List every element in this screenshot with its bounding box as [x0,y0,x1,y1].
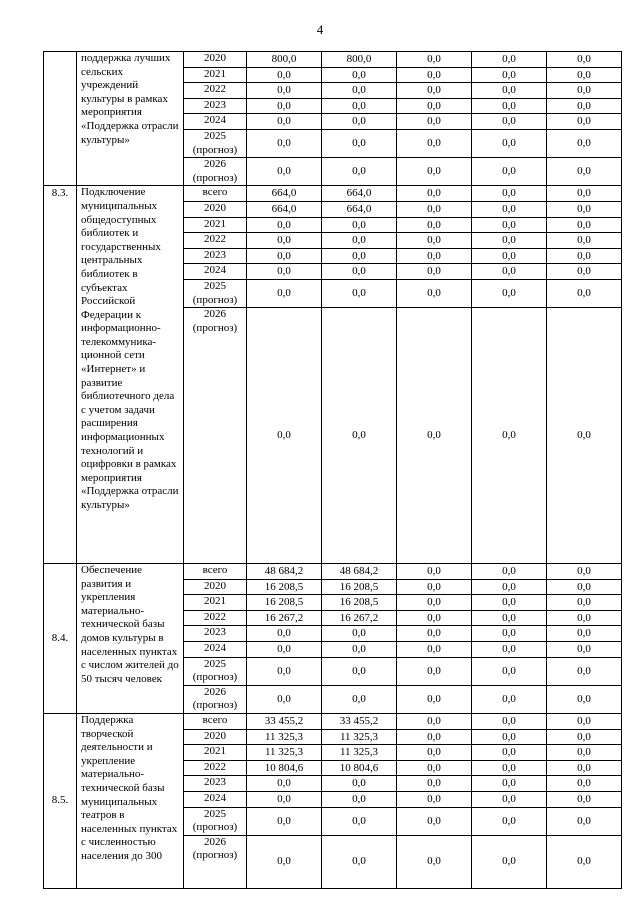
year-cell: 2023 [184,98,247,114]
value-cell: 0,0 [247,626,322,642]
value-cell: 0,0 [472,657,547,685]
value-cell: 0,0 [472,610,547,626]
value-cell: 0,0 [247,217,322,233]
value-cell: 0,0 [397,776,472,792]
value-cell: 0,0 [547,114,622,130]
value-cell: 0,0 [547,83,622,99]
table-row [44,714,622,730]
value-cell: 11 325,3 [322,729,397,745]
year-cell: 2021 [184,745,247,761]
value-cell: 0,0 [247,248,322,264]
year-cell: 2022 [184,760,247,776]
value-cell: 800,0 [322,52,397,68]
value-cell: 48 684,2 [247,564,322,580]
value-cell: 0,0 [247,776,322,792]
value-cell: 0,0 [547,308,622,564]
value-cell: 0,0 [472,626,547,642]
value-cell: 0,0 [322,657,397,685]
value-cell: 0,0 [472,685,547,713]
value-cell: 16 208,5 [322,579,397,595]
value-cell: 0,0 [397,835,472,888]
value-cell: 0,0 [472,114,547,130]
value-cell: 16 208,5 [322,595,397,611]
value-cell: 0,0 [397,233,472,249]
value-cell: 0,0 [397,52,472,68]
value-cell: 0,0 [472,217,547,233]
value-cell: 16 208,5 [247,595,322,611]
value-cell: 0,0 [547,67,622,83]
value-cell: 0,0 [547,835,622,888]
section-number [44,52,77,186]
table-row [44,564,622,580]
year-cell: 2025 (прогноз) [184,129,247,157]
year-cell: всего [184,186,247,202]
value-cell: 0,0 [472,760,547,776]
value-cell: 0,0 [472,642,547,658]
section-description: Поддержка творческой деятельности и укрепление материально-технической базы муниципальных театров в населенных пунктах с численностью населения до 300 [77,714,184,889]
value-cell: 11 325,3 [322,745,397,761]
value-cell: 11 325,3 [247,745,322,761]
value-cell: 11 325,3 [247,729,322,745]
value-cell: 0,0 [322,279,397,307]
value-cell: 0,0 [397,745,472,761]
year-cell: всего [184,564,247,580]
value-cell: 0,0 [247,792,322,808]
value-cell: 0,0 [547,98,622,114]
value-cell: 0,0 [397,83,472,99]
value-cell: 0,0 [322,835,397,888]
year-cell: 2020 [184,52,247,68]
value-cell: 0,0 [397,642,472,658]
value-cell: 0,0 [472,835,547,888]
value-cell: 0,0 [322,248,397,264]
year-cell: 2024 [184,642,247,658]
value-cell: 664,0 [322,186,397,202]
value-cell: 0,0 [247,308,322,564]
value-cell: 0,0 [397,158,472,186]
value-cell: 0,0 [247,642,322,658]
year-cell: 2024 [184,114,247,130]
value-cell: 0,0 [397,67,472,83]
value-cell: 0,0 [472,52,547,68]
year-cell: 2022 [184,233,247,249]
value-cell: 0,0 [547,233,622,249]
value-cell: 0,0 [322,67,397,83]
value-cell: 0,0 [472,201,547,217]
value-cell: 0,0 [322,308,397,564]
value-cell: 0,0 [472,807,547,835]
value-cell: 0,0 [547,579,622,595]
value-cell: 0,0 [547,564,622,580]
value-cell: 0,0 [547,792,622,808]
section-number: 8.3. [44,186,77,564]
value-cell: 0,0 [472,98,547,114]
value-cell: 0,0 [397,308,472,564]
value-cell: 0,0 [247,233,322,249]
year-cell: 2022 [184,83,247,99]
value-cell: 0,0 [397,807,472,835]
value-cell: 0,0 [472,564,547,580]
value-cell: 10 804,6 [322,760,397,776]
value-cell: 0,0 [547,685,622,713]
value-cell: 0,0 [397,657,472,685]
value-cell: 0,0 [547,626,622,642]
value-cell: 48 684,2 [322,564,397,580]
value-cell: 0,0 [397,792,472,808]
value-cell: 0,0 [247,98,322,114]
value-cell: 664,0 [247,186,322,202]
value-cell: 0,0 [397,248,472,264]
value-cell: 0,0 [397,610,472,626]
value-cell: 0,0 [397,760,472,776]
value-cell: 0,0 [547,776,622,792]
year-cell: 2025 (прогноз) [184,807,247,835]
value-cell: 0,0 [397,729,472,745]
value-cell: 0,0 [397,186,472,202]
value-cell: 0,0 [247,835,322,888]
value-cell: 0,0 [322,642,397,658]
value-cell: 0,0 [322,792,397,808]
value-cell: 0,0 [547,201,622,217]
value-cell: 0,0 [472,776,547,792]
year-cell: 2026 (прогноз) [184,308,247,564]
value-cell: 0,0 [247,129,322,157]
year-cell: 2026 (прогноз) [184,685,247,713]
value-cell: 0,0 [322,685,397,713]
value-cell: 0,0 [322,217,397,233]
year-cell: 2023 [184,248,247,264]
section-number: 8.5. [44,714,77,889]
value-cell: 0,0 [397,279,472,307]
value-cell: 0,0 [322,776,397,792]
value-cell: 0,0 [322,807,397,835]
value-cell: 0,0 [547,595,622,611]
year-cell: 2023 [184,626,247,642]
value-cell: 0,0 [247,807,322,835]
value-cell: 0,0 [397,595,472,611]
value-cell: 0,0 [472,792,547,808]
value-cell: 0,0 [472,264,547,280]
section-description: Обеспечение развития и укрепления материально-технической базы домов культуры в населенных пунктах с числом жителей до 50 тысяч человек [77,564,184,714]
value-cell: 0,0 [247,83,322,99]
value-cell: 33 455,2 [247,714,322,730]
value-cell: 0,0 [397,714,472,730]
value-cell: 0,0 [397,98,472,114]
year-cell: 2021 [184,595,247,611]
value-cell: 0,0 [472,579,547,595]
value-cell: 0,0 [397,564,472,580]
page-number: 4 [316,22,324,37]
value-cell: 0,0 [397,579,472,595]
value-cell: 0,0 [397,217,472,233]
table-row [44,52,622,68]
value-cell: 0,0 [247,279,322,307]
value-cell: 0,0 [547,760,622,776]
year-cell: 2024 [184,792,247,808]
section-description: поддержка лучших сельских учреждений культуры в рамках мероприятия «Поддержка отрасли культуры» [77,52,184,186]
value-cell: 0,0 [547,642,622,658]
value-cell: 0,0 [547,279,622,307]
table-row [44,186,622,202]
year-cell: 2025 (прогноз) [184,279,247,307]
value-cell: 16 267,2 [247,610,322,626]
value-cell: 0,0 [547,52,622,68]
value-cell: 0,0 [472,67,547,83]
section-number: 8.4. [44,564,77,714]
value-cell: 800,0 [247,52,322,68]
year-cell: 2021 [184,217,247,233]
value-cell: 0,0 [472,233,547,249]
value-cell: 0,0 [322,114,397,130]
value-cell: 0,0 [397,114,472,130]
value-cell: 0,0 [397,201,472,217]
value-cell: 0,0 [247,158,322,186]
value-cell: 0,0 [547,610,622,626]
value-cell: 0,0 [322,158,397,186]
value-cell: 16 208,5 [247,579,322,595]
value-cell: 0,0 [547,129,622,157]
value-cell: 0,0 [247,264,322,280]
value-cell: 0,0 [547,264,622,280]
value-cell: 0,0 [397,129,472,157]
value-cell: 16 267,2 [322,610,397,626]
value-cell: 0,0 [247,685,322,713]
value-cell: 0,0 [397,626,472,642]
year-cell: всего [184,714,247,730]
value-cell: 0,0 [472,129,547,157]
value-cell: 0,0 [322,98,397,114]
year-cell: 2022 [184,610,247,626]
value-cell: 0,0 [472,729,547,745]
year-cell: 2024 [184,264,247,280]
value-cell: 0,0 [472,308,547,564]
year-cell: 2020 [184,579,247,595]
value-cell: 0,0 [247,114,322,130]
value-cell: 0,0 [322,233,397,249]
value-cell: 0,0 [397,685,472,713]
year-cell: 2020 [184,201,247,217]
value-cell: 0,0 [472,745,547,761]
year-cell: 2021 [184,67,247,83]
value-cell: 33 455,2 [322,714,397,730]
value-cell: 664,0 [247,201,322,217]
year-cell: 2023 [184,776,247,792]
section-description: Подключение муниципальных общедоступных библиотек и государственных центральных библиотек в субъектах Российской Федерации к информационно-телекоммуника-ционной сети «Интернет» и развитие библиотечного дела с учетом задачи расширения информационных технологий и оцифровки в рамках мероприятия «Поддержка отрасли культуры» [77,186,184,564]
value-cell: 0,0 [322,626,397,642]
budget-table [43,51,622,889]
value-cell: 0,0 [547,248,622,264]
year-cell: 2026 (прогноз) [184,158,247,186]
value-cell: 0,0 [472,279,547,307]
value-cell: 0,0 [547,714,622,730]
year-cell: 2025 (прогноз) [184,657,247,685]
value-cell: 0,0 [472,158,547,186]
value-cell: 0,0 [322,83,397,99]
value-cell: 0,0 [547,807,622,835]
value-cell: 10 804,6 [247,760,322,776]
year-cell: 2026 (прогноз) [184,835,247,888]
value-cell: 0,0 [397,264,472,280]
value-cell: 0,0 [472,595,547,611]
value-cell: 0,0 [547,158,622,186]
value-cell: 0,0 [547,217,622,233]
value-cell: 0,0 [472,248,547,264]
value-cell: 0,0 [322,129,397,157]
value-cell: 0,0 [547,729,622,745]
year-cell: 2020 [184,729,247,745]
value-cell: 0,0 [547,657,622,685]
value-cell: 0,0 [472,83,547,99]
value-cell: 0,0 [472,714,547,730]
value-cell: 664,0 [322,201,397,217]
value-cell: 0,0 [247,67,322,83]
value-cell: 0,0 [547,745,622,761]
value-cell: 0,0 [547,186,622,202]
value-cell: 0,0 [322,264,397,280]
value-cell: 0,0 [247,657,322,685]
value-cell: 0,0 [472,186,547,202]
